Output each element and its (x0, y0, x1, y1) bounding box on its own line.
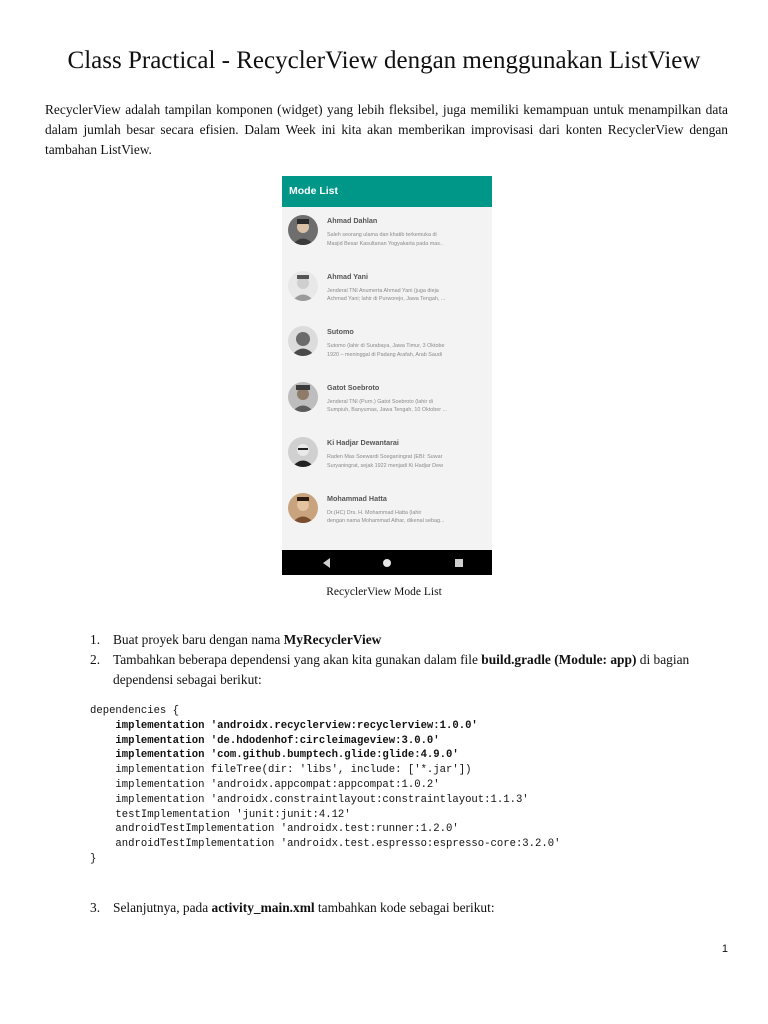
code-line: implementation 'androidx.appcompat:appcompat:1.0.2' (90, 778, 440, 791)
hero-name: Mohammad Hatta (327, 493, 387, 503)
intro-paragraph: RecyclerView adalah tampilan komponen (widget) yang lebih fleksibel, juga memiliki kemampuan untuk menampilkan data dalam jumlah besar secara efisien. Dalam Week ini kita akan memberikan improvisasi dari konten RecyclerView dengan tambahan ListView. (45, 102, 728, 157)
code-line: testImplementation 'junit:junit:4.12' (90, 808, 351, 821)
recents-icon[interactable] (452, 556, 466, 570)
file-name: build.gradle (Module: app) (481, 652, 637, 667)
code-line: dependencies { (90, 705, 180, 717)
project-name: MyRecyclerView (283, 632, 382, 647)
hero-description-line: Achmad Yani; lahir di Purworejo, Jawa Tengah, ... (327, 296, 446, 302)
code-line: implementation 'com.github.bumptech.glide:glide:4.9.0' (90, 749, 459, 762)
code-line: implementation 'de.hdodenhof:circleimageview:3.0.0' (90, 734, 440, 747)
home-icon[interactable] (380, 556, 394, 570)
figure-caption: RecyclerView Mode List (326, 586, 442, 598)
steps-list (45, 630, 728, 690)
file-name: activity_main.xml (211, 900, 315, 915)
phone-screenshot (282, 176, 492, 575)
hero-description (327, 398, 492, 415)
hero-name: Gatot Soebroto (327, 382, 380, 392)
page-title: Class Practical - RecyclerView dengan menggunakan ListView (67, 47, 701, 74)
hero-description (327, 287, 492, 304)
hero-list (282, 207, 492, 550)
hero-description (327, 509, 492, 526)
android-nav-bar (282, 550, 492, 575)
avatar-photo (288, 215, 318, 245)
hero-name: Ahmad Dahlan (327, 216, 378, 225)
avatar-photo (288, 437, 318, 467)
code-line: androidTestImplementation 'androidx.test.espresso:espresso-core:3.2.0' (90, 838, 561, 851)
hero-description-line: Masjid Besar Kasultanan Yogyakarta pada mas.. (327, 240, 443, 247)
hero-description (327, 453, 492, 470)
hero-description (327, 342, 492, 359)
list-item[interactable] (282, 374, 492, 430)
hero-name: Sutomo (327, 327, 354, 336)
step-2 (45, 650, 728, 690)
hero-description-line: dengan nama Mohammad Athar, dikenal sebag... (327, 518, 445, 524)
step-text: di bagian dependensi sebagai berikut: (113, 652, 690, 687)
step-number: 3. (90, 900, 101, 915)
code-line: implementation 'androidx.recyclerview:recyclerview:1.0.0' (90, 719, 478, 732)
list-item[interactable] (282, 263, 492, 319)
app-bar-title: Mode List (282, 176, 492, 207)
code-line: androidTestImplementation 'androidx.test:runner:1.2.0' (90, 823, 459, 836)
hero-description-line: Suryaningrat, sejak 1922 menjadi Ki Hadjar Dew (327, 462, 443, 469)
hero-description-line: 1920 – meninggal di Padang Arafah, Arab Saudi (327, 351, 443, 358)
back-icon[interactable] (320, 556, 334, 570)
step-text: Selanjutnya, pada (113, 900, 212, 915)
hero-description (327, 231, 492, 248)
code-line: implementation fileTree(dir: 'libs', include: ['*.jar']) (90, 764, 472, 777)
hero-name: Ki Hadjar Dewantarai (327, 438, 399, 447)
hero-description-line: Jenderal TNI (Purn.) Gatot Soebroto (lahir di (327, 398, 433, 405)
avatar-photo (288, 326, 318, 356)
hero-description-line: Sumpiuh, Banyumas, Jawa Tengah, 10 Oktober ... (327, 407, 448, 413)
hero-name: Ahmad Yani (327, 271, 369, 281)
step-text: Tambahkan beberapa dependensi yang akan kita gunakan dalam file (113, 652, 482, 667)
step-number: 1. (90, 632, 101, 647)
list-item[interactable] (282, 207, 492, 263)
hero-description-line: Jenderal TNI Anumerta Ahmad Yani (juga dieja (327, 287, 439, 294)
page-number: 1 (721, 943, 728, 955)
hero-description-line: Dr.(HC) Drs. H. Mohammad Hatta (lahir (327, 509, 422, 516)
avatar-photo (288, 382, 318, 412)
step-number: 2. (90, 652, 101, 667)
list-item[interactable] (282, 485, 492, 541)
code-block (90, 704, 560, 867)
avatar-photo (288, 493, 318, 523)
step-1 (45, 630, 728, 650)
step-text: Buat proyek baru dengan nama (113, 632, 284, 647)
hero-description-line: Sutomo (lahir di Surabaya, Jawa Timur, 3 Oktobe (327, 343, 445, 349)
step-text: tambahkan kode sebagai berikut: (314, 900, 495, 915)
code-line: implementation 'androidx.constraintlayout:constraintlayout:1.1.3' (90, 793, 529, 806)
list-item[interactable] (282, 429, 492, 485)
hero-description-line: Saleh seorang ulama dan khatib terkemuka di (327, 232, 437, 238)
avatar-photo (288, 271, 318, 301)
list-item[interactable] (282, 318, 492, 374)
code-line: } (90, 852, 97, 865)
hero-description-line: Raden Mas Soewardi Soeganingrat (EBI: Suwar (327, 454, 443, 460)
